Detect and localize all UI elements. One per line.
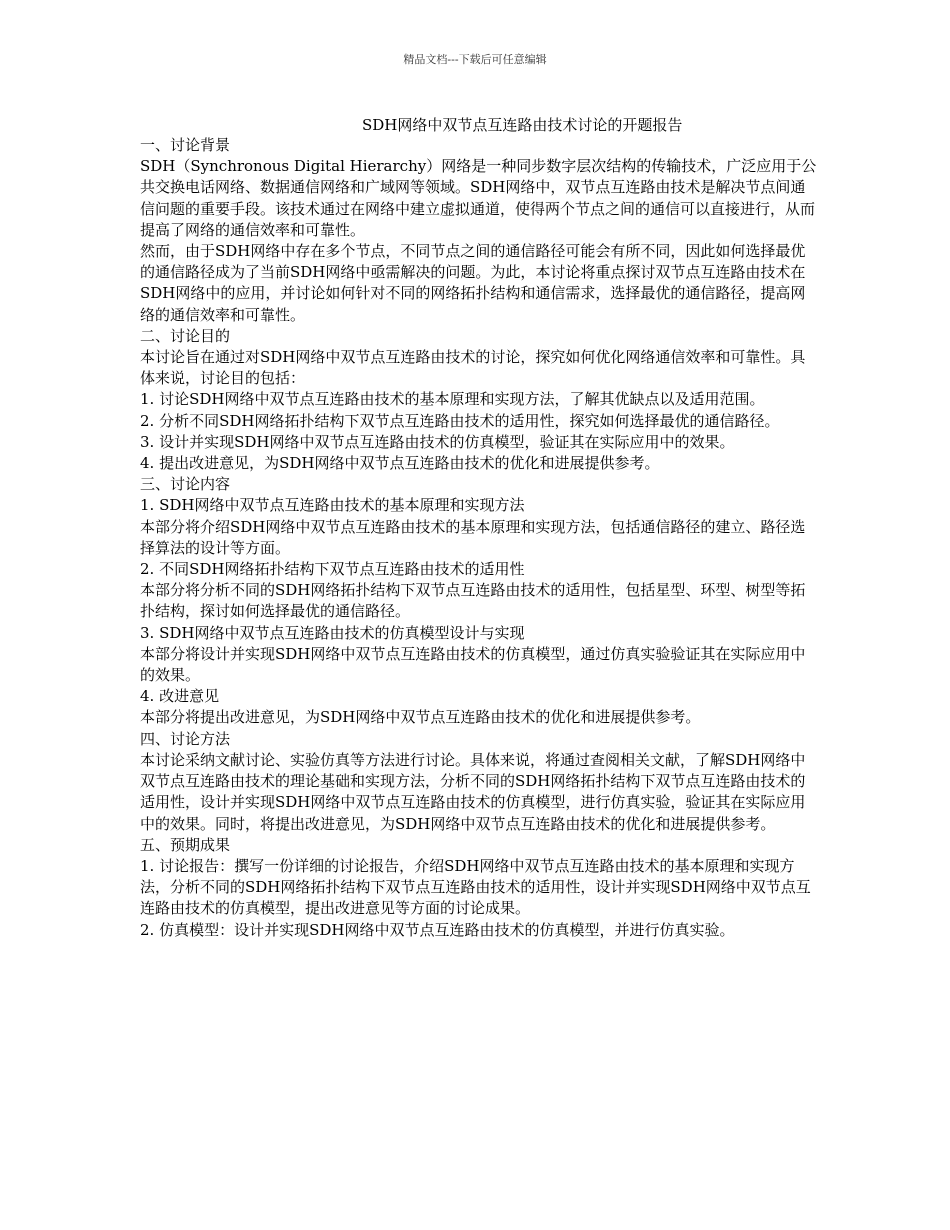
paragraph: 本部分将设计并实现SDH网络中双节点互连路由技术的仿真模型，通过仿真实验验证其在实际应用中的效果。 — [140, 644, 806, 685]
list-item: 3. 设计并实现SDH网络中双节点互连路由技术的仿真模型，验证其在实际应用中的效果。 — [140, 432, 735, 451]
section-heading-content: 三、讨论内容 — [140, 475, 231, 494]
subsection-heading: 1. SDH网络中双节点互连路由技术的基本原理和实现方法 — [140, 496, 525, 515]
subsection-heading: 3. SDH网络中双节点互连路由技术的仿真模型设计与实现 — [140, 623, 525, 642]
section-heading-results: 五、预期成果 — [140, 835, 231, 854]
paragraph: 本讨论旨在通过对SDH网络中双节点互连路由技术的讨论，探究如何优化网络通信效率和可靠性。具体来说，讨论目的包括： — [140, 348, 806, 388]
section-heading-method: 四、讨论方法 — [140, 729, 231, 748]
paragraph: 本部分将分析不同的SDH网络拓扑结构下双节点互连路由技术的适用性，包括星型、环型、树型等拓扑结构，探讨如何选择最优的通信路径。 — [140, 581, 806, 621]
document-body — [140, 135, 820, 941]
list-item: 2. 仿真模型：设计并实现SDH网络中双节点互连路由技术的仿真模型，并进行仿真实验。 — [140, 920, 735, 939]
page-header: 精品文档---下载后可任意编辑 — [403, 53, 547, 66]
list-item: 2. 分析不同SDH网络拓扑结构下双节点互连路由技术的适用性，探究如何选择最优的通信路径。 — [140, 411, 780, 430]
paragraph: 然而，由于SDH网络中存在多个节点，不同节点之间的通信路径可能会有所不同，因此如何选择最优的通信路径成为了当前SDH网络中亟需解决的问题。为此，本讨论将重点探讨双节点互连路由技术在SDH网络中的应用，并讨论如何针对不同的网络拓扑结构和通信需求，选择最优的通信路径，提高网络的通信效率和可靠性。 — [140, 242, 806, 324]
list-item: 4. 提出改进意见，为SDH网络中双节点互连路由技术的优化和进展提供参考。 — [140, 454, 660, 473]
subsection-heading: 2. 不同SDH网络拓扑结构下双节点互连路由技术的适用性 — [140, 560, 525, 579]
section-heading-background: 一、讨论背景 — [140, 136, 231, 154]
paragraph: 本讨论采纳文献讨论、实验仿真等方法进行讨论。具体来说，将通过查阅相关文献，了解SDH网络中双节点互连路由技术的理论基础和实现方法，分析不同的SDH网络拓扑结构下双节点互连路由技术的适用性，设计并实现SDH网络中双节点互连路由技术的仿真模型，进行仿真实验，验证其在实际应用中的效果。同时，将提出改进意见，为SDH网络中双节点互连路由技术的优化和进展提供参考。 — [140, 750, 806, 833]
list-item: 1. 讨论报告：撰写一份详细的讨论报告，介绍SDH网络中双节点互连路由技术的基本原理和实现方法，分析不同的SDH网络拓扑结构下双节点互连路由技术的适用性，设计并实现SDH网络中双节点互连路由技术的仿真模型，提出改进意见等方面的讨论成果。 — [140, 856, 811, 918]
list-item: 1. 讨论SDH网络中双节点互连路由技术的基本原理和实现方法，了解其优缺点以及适用范围。 — [140, 390, 765, 409]
paragraph: 本部分将提出改进意见，为SDH网络中双节点互连路由技术的优化和进展提供参考。 — [140, 708, 701, 727]
section-heading-purpose: 二、讨论目的 — [140, 326, 231, 345]
document-title: SDH网络中双节点互连路由技术讨论的开题报告 — [362, 116, 683, 134]
paragraph: 本部分将介绍SDH网络中双节点互连路由技术的基本原理和实现方法，包括通信路径的建立、路径选择算法的设计等方面。 — [140, 517, 806, 557]
paragraph: SDH（Synchronous Digital Hierarchy）网络是一种同步数字层次结构的传输技术，广泛应用于公共交换电话网络、数据通信网络和广域网等领域。SDH网络中，双节点互连路由技术是解决节点间通信问题的重要手段。该技术通过在网络中建立虚拟通道，使得两个节点之间的通信可以直接进行，从而提高了网络的通信效率和可靠性。 — [140, 157, 817, 239]
subsection-heading: 4. 改进意见 — [140, 687, 220, 706]
